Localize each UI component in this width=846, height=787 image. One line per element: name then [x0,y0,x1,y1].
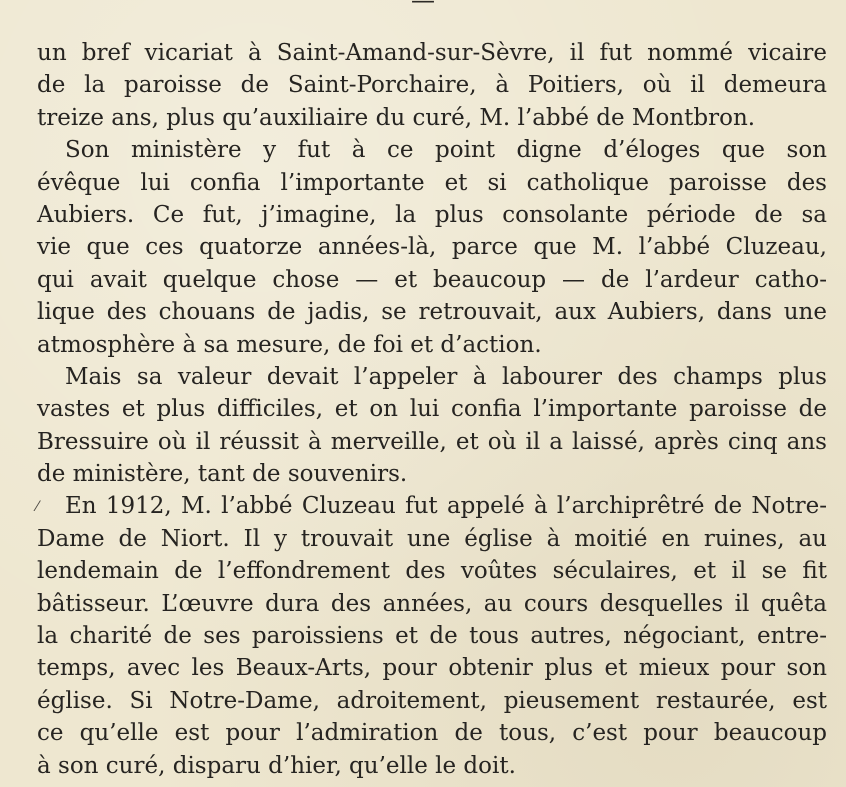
text-line: vie que ces quatorze années-là, parce que M. l’abbé Cluzeau, [37,234,827,261]
paragraph-start-line: En 1912, M. l’abbé Cluzeau fut appelé à l’archiprêtré de Notre- [65,493,827,520]
text-line: Bressuire où il réussit à merveille, et où il a laissé, après cinq ans [37,428,827,455]
text-line: un bref vicariat à Saint-Amand-sur-Sèvre, il fut nommé vicaire [37,40,827,66]
text-line: lendemain de l’effondrement des voûtes séculaires, et il se fit [37,558,827,585]
text-line: à son curé, disparu d’hier, qu’elle le doit. [37,752,516,779]
text-line: bâtisseur. L’œuvre dura des années, au cours desquelles il quêta [37,590,827,617]
text-line: vastes et plus difficiles, et on lui confia l’importante paroisse de [37,396,827,423]
margin-mark: ⁄ [36,499,39,515]
text-line: temps, avec les Beaux-Arts, pour obtenir plus et mieux pour son [37,655,827,682]
text-line: ce qu’elle est pour l’admiration de tous, c’est pour beaucoup [37,720,827,747]
text-line: lique des chouans de jadis, se retrouvait, aux Aubiers, dans une [37,299,827,326]
paragraph-start-line: Mais sa valeur devait l’appeler à labourer des champs plus [65,363,827,390]
text-line: de la paroisse de Saint-Porchaire, à Poitiers, où il demeura [37,72,827,99]
text-line: la charité de ses paroissiens et de tous autres, négociant, entre- [37,623,827,650]
text-line: Dame de Niort. Il y trouvait une église à moitié en ruines, au [37,525,827,552]
text-line: de ministère, tant de souvenirs. [37,461,408,488]
text-line: évêque lui confia l’importante et si catholique paroisse des [37,169,827,196]
body-text [37,37,827,782]
text-line: église. Si Notre-Dame, adroitement, pieusement restaurée, est [37,687,827,714]
paragraph-start-line: Son ministère y fut à ce point digne d’éloges que son [65,137,827,164]
text-line: qui avait quelque chose — et beaucoup — de l’ardeur catho- [37,266,827,293]
text-line: treize ans, plus qu’auxiliaire du curé, M. l’abbé de Montbron. [37,104,756,131]
text-line: atmosphère à sa mesure, de foi et d’action. [37,331,542,358]
page-number: — [411,0,435,14]
text-line: Aubiers. Ce fut, j’imagine, la plus consolante période de sa [37,201,827,228]
